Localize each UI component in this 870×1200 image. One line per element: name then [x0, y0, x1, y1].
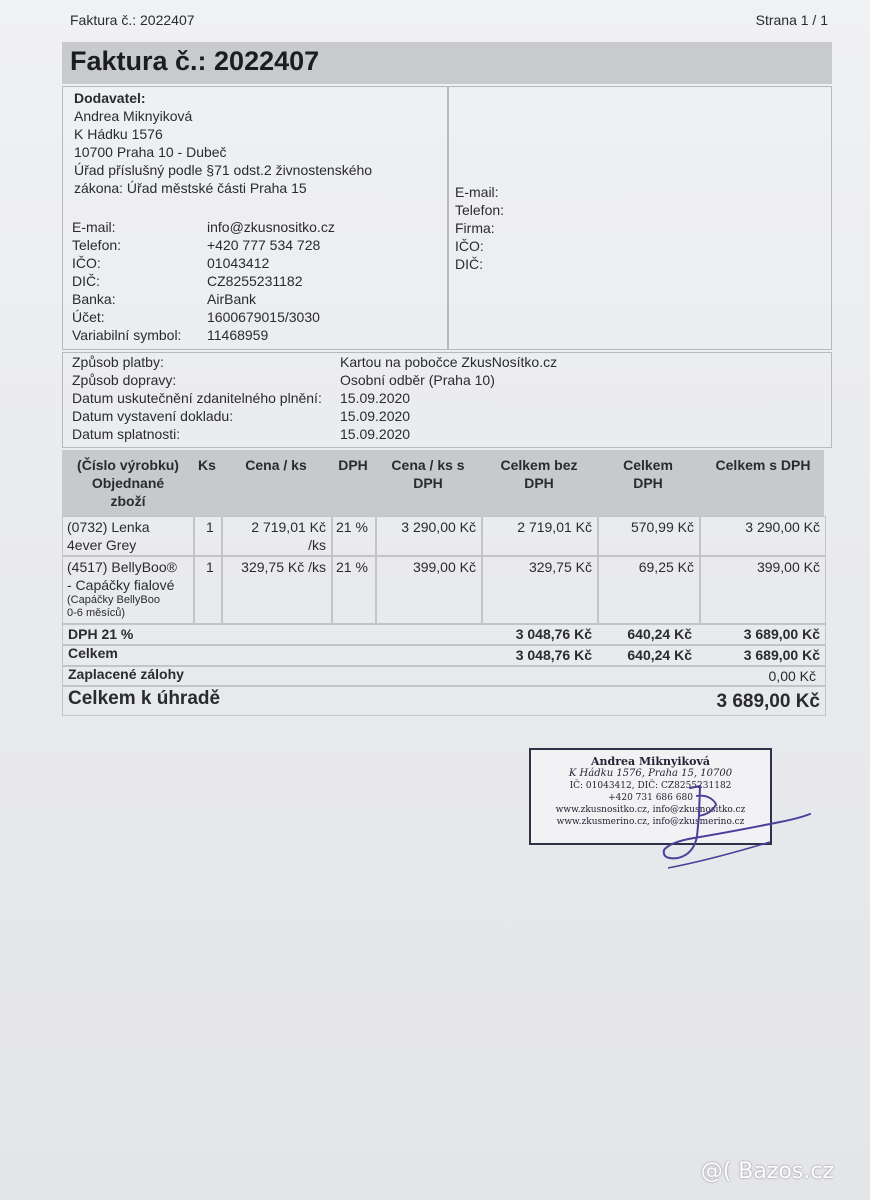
- shipping-method-value: Osobní odběr (Praha 10): [340, 372, 495, 388]
- issue-date-value: 15.09.2020: [340, 408, 411, 424]
- row2-qty: 1: [206, 559, 214, 575]
- column-header-item: (Číslo výrobku) Objednané zboží: [77, 457, 179, 509]
- variable-symbol-value: 11468959: [207, 327, 269, 343]
- column-header-unit-price-vat: Cena / ks s DPH: [391, 457, 465, 491]
- customer-box: [448, 86, 832, 350]
- row2-unit-price-vat: 399,00 Kč: [412, 559, 476, 575]
- total-net: 3 048,76 Kč: [515, 647, 592, 663]
- row2-total-gross: 399,00 Kč: [756, 559, 820, 575]
- stamp-ids: IČ: 01043412, DIČ: CZ8255231182: [569, 781, 732, 791]
- deposits-label: Zaplacené zálohy: [68, 666, 184, 682]
- payment-method-value: Kartou na pobočce ZkusNosítko.cz: [340, 354, 558, 370]
- customer-company-label: Firma:: [455, 220, 495, 236]
- stamp-web-1: www.zkusnositko.cz, info@zkusnositko.cz: [555, 805, 746, 815]
- supplier-email-label: E-mail:: [72, 219, 116, 235]
- total-vat: 640,24 Kč: [627, 647, 692, 663]
- signature: [650, 776, 820, 876]
- stamp-phone: +420 731 686 680: [608, 793, 693, 803]
- customer-phone-label: Telefon:: [455, 202, 505, 218]
- supplier-registration-line-1: Úřad příslušný podle §71 odst.2 živnostenského: [74, 162, 373, 178]
- deposits-value: 0,00 Kč: [768, 668, 816, 684]
- row1-qty: 1: [206, 519, 214, 535]
- stamp-web-2: www.zkusmerino.cz, info@zkusmerino.cz: [556, 817, 745, 827]
- supplier-phone-label: Telefon:: [72, 237, 122, 253]
- stamp-name: Andrea Miknyiková: [591, 755, 710, 768]
- row1-item-name: (0732) Lenka 4ever Grey: [67, 519, 150, 553]
- invoice-title: Faktura č.: 2022407: [70, 46, 320, 76]
- shipping-method-label: Způsob dopravy:: [72, 372, 177, 388]
- customer-email-label: E-mail:: [455, 184, 499, 200]
- supplier-bank-value: AirBank: [207, 291, 257, 307]
- due-date-value: 15.09.2020: [340, 426, 411, 442]
- column-header-vat-rate: DPH: [338, 457, 368, 473]
- supplier-heading: Dodavatel:: [74, 90, 146, 106]
- column-header-total-gross: Celkem s DPH: [715, 457, 811, 473]
- supplier-name: Andrea Miknyiková: [74, 108, 193, 124]
- supplier-bank-label: Banka:: [72, 291, 116, 307]
- taxable-date-label: Datum uskutečnění zdanitelného plnění:: [72, 390, 322, 406]
- row1-unit-price: 2 719,01 Kč /ks: [251, 519, 326, 553]
- supplier-dic-label: DIČ:: [72, 273, 100, 289]
- supplier-phone-value: +420 777 534 728: [207, 237, 321, 253]
- row2-total-net: 329,75 Kč: [528, 559, 592, 575]
- supplier-account-label: Účet:: [72, 309, 105, 325]
- row2-vat-rate: 21 %: [336, 559, 368, 575]
- vat21-label: DPH 21 %: [68, 626, 134, 642]
- row1-unit-price-vat: 3 290,00 Kč: [401, 519, 476, 535]
- page-header-invoice-number: Faktura č.: 2022407: [70, 12, 195, 28]
- column-header-total-vat: Celkem DPH: [623, 457, 673, 491]
- vat21-gross: 3 689,00 Kč: [743, 626, 820, 642]
- supplier-street: K Hádku 1576: [74, 126, 163, 142]
- page-header-page-count: Strana 1 / 1: [755, 12, 828, 28]
- supplier-account-value: 1600679015/3030: [207, 309, 320, 325]
- customer-dic-label: DIČ:: [455, 256, 483, 272]
- total-gross: 3 689,00 Kč: [743, 647, 820, 663]
- row1-total-net: 2 719,01 Kč: [517, 519, 592, 535]
- supplier-ico-value: 01043412: [207, 255, 270, 271]
- row1-total-vat: 570,99 Kč: [630, 519, 694, 535]
- due-date-label: Datum splatnosti:: [72, 426, 181, 442]
- payment-method-label: Způsob platby:: [72, 354, 164, 370]
- total-label: Celkem: [68, 645, 118, 661]
- supplier-city: 10700 Praha 10 - Dubeč: [74, 144, 227, 160]
- stamp-address: K Hádku 1576, Praha 15, 10700: [568, 768, 733, 779]
- supplier-dic-value: CZ8255231182: [207, 273, 303, 289]
- column-header-qty: Ks: [198, 457, 216, 473]
- amount-due-label: Celkem k úhradě: [68, 688, 221, 709]
- amount-due-value: 3 689,00 Kč: [716, 691, 820, 712]
- watermark: @( Bazos.cz: [700, 1159, 834, 1184]
- issue-date-label: Datum vystavení dokladu:: [72, 408, 234, 424]
- variable-symbol-label: Variabilní symbol:: [72, 327, 182, 343]
- column-header-total-net: Celkem bez DPH: [500, 457, 578, 491]
- supplier-registration-line-2: zákona: Úřad městské části Praha 15: [74, 180, 307, 196]
- vat21-net: 3 048,76 Kč: [515, 626, 592, 642]
- vat21-vat: 640,24 Kč: [627, 626, 692, 642]
- row1-vat-rate: 21 %: [336, 519, 368, 535]
- column-header-unit-price: Cena / ks: [245, 457, 307, 473]
- row2-total-vat: 69,25 Kč: [638, 559, 694, 575]
- taxable-date-value: 15.09.2020: [340, 390, 411, 406]
- row1-total-gross: 3 290,00 Kč: [745, 519, 820, 535]
- row2-item-name: (4517) BellyBoo® - Capáčky fialové: [67, 559, 177, 593]
- supplier-email-value: info@zkusnositko.cz: [207, 219, 335, 235]
- customer-ico-label: IČO:: [455, 238, 484, 254]
- row2-item-note: (Capáčky BellyBoo 0-6 měsíců): [67, 594, 160, 619]
- row2-unit-price: 329,75 Kč /ks: [241, 559, 326, 575]
- supplier-ico-label: IČO:: [72, 255, 101, 271]
